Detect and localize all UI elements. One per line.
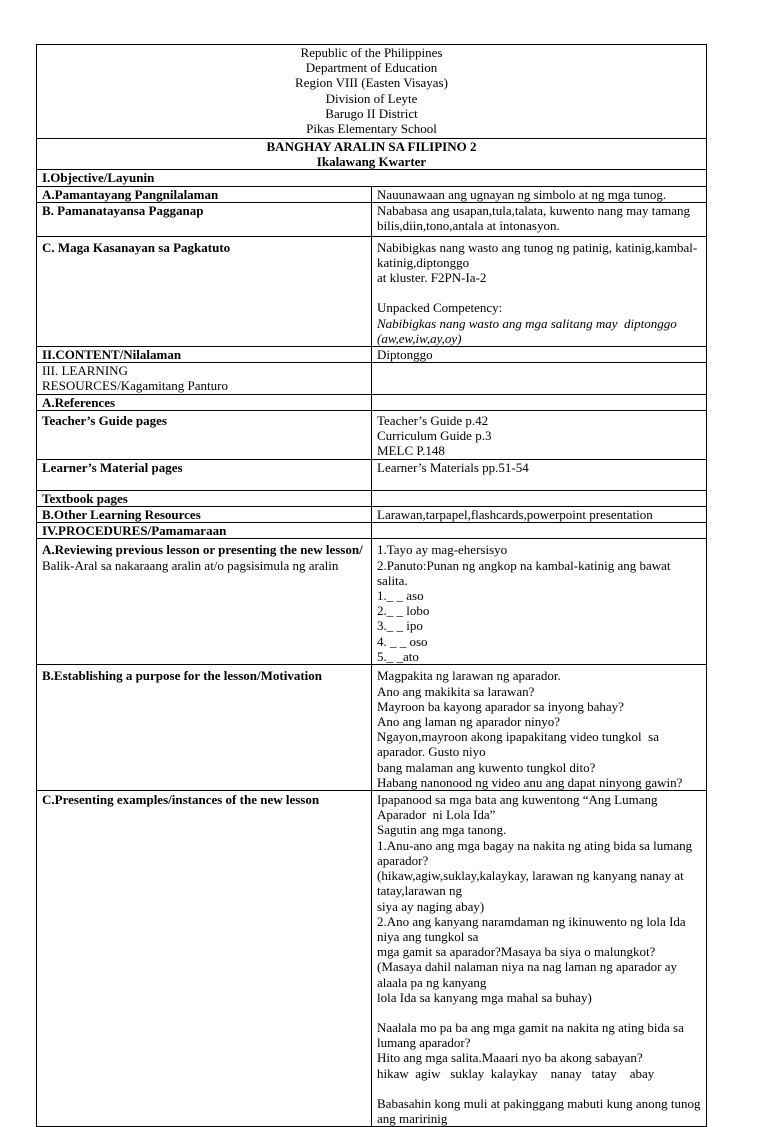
- content-standard-label: A.Pamantayang Pangnilalaman: [37, 186, 372, 202]
- reviewing-line-7: 5._ _ato: [377, 648, 419, 664]
- unpacked-label: Unpacked Competency:: [377, 300, 503, 316]
- competencies-label: C. Maga Kasanayan sa Pagkatuto: [37, 236, 372, 346]
- motivation-line-7: Habang nanonood ng video anu ang dapat ninyong gawin?: [377, 774, 683, 790]
- motivation-row: [37, 665, 707, 791]
- reviewing-value: [372, 539, 707, 665]
- reviewing-label: [37, 539, 372, 665]
- learners-material-value: Learner’s Materials pp.51-54: [372, 459, 707, 490]
- other-resources-row: [37, 507, 707, 523]
- learners-material-label: Learner’s Material pages: [37, 459, 372, 490]
- motivation-line-3: Mayroon ba kayong aparador sa inyong bahay?: [377, 698, 624, 714]
- learners-material-row: [37, 459, 707, 490]
- competencies-value: [372, 236, 707, 346]
- procedures-value: [372, 523, 707, 539]
- title-row: [37, 139, 707, 170]
- spacer: [377, 1005, 701, 1020]
- unpacked-value: Nabibigkas nang wasto ang mga salitang may diptonggo (aw,ew,iw,ay,oy): [377, 315, 680, 346]
- learning-resources-line-2: RESOURCES/Kagamitang Panturo: [42, 378, 228, 394]
- reviewing-line-2: 2.Panuto:Punan ng angkop na kambal-katinig ang bawat salita.: [377, 557, 674, 588]
- presenting-line-11: Naalala mo pa ba ang mga gamit na nakita ng ating bida sa lumang aparador?: [377, 1019, 688, 1051]
- textbook-label: Textbook pages: [37, 490, 372, 506]
- presenting-line-7: mga gamit sa aparador?Masaya ba siya o malungkot?: [377, 944, 656, 960]
- reviewing-line-6: 4. _ _ oso: [377, 633, 428, 649]
- presenting-line-1: Ipapanood sa mga bata ang kuwentong “Ang Lumang Aparador ni Lola Ida”: [377, 792, 661, 823]
- presenting-line-13: hikaw agiw suklay kalaykay nanay tatay abay: [377, 1065, 655, 1081]
- teachers-guide-row: [37, 410, 707, 459]
- lesson-title: [37, 139, 707, 170]
- content-label: II.CONTENT/Nilalaman: [37, 347, 372, 363]
- motivation-value: [372, 665, 707, 791]
- motivation-line-2: Ano ang makikita sa larawan?: [377, 683, 535, 699]
- references-label: A.References: [37, 394, 372, 410]
- competencies-row: [37, 236, 707, 346]
- presenting-line-8: (Masaya dahil nalaman niya na nag laman ng aparador ay alaala pa ng kanyang: [377, 959, 684, 990]
- reviewing-label-normal: Balik-Aral sa nakaraang aralin at/o pagsisimula ng aralin: [42, 557, 339, 573]
- performance-line-2: bilis,diin,tono,antala at intonasyon.: [377, 218, 560, 234]
- presenting-line-2: Sagutin ang mga tanong.: [377, 822, 507, 838]
- presenting-line-9: lola Ida sa kanyang mga mahal sa buhay): [377, 989, 592, 1005]
- textbook-row: [37, 490, 707, 506]
- teachers-guide-label: Teacher’s Guide pages: [37, 410, 372, 459]
- lesson-plan-page: [36, 44, 707, 1127]
- learning-resources-label: [37, 363, 372, 394]
- textbook-value: [372, 490, 707, 506]
- school-header: [37, 45, 707, 139]
- reviewing-label-bold: A.Reviewing previous lesson or presenting the new lesson/: [42, 542, 363, 558]
- other-resources-label: B.Other Learning Resources: [37, 507, 372, 523]
- reviewing-line-4: 2._ _ lobo: [377, 603, 430, 619]
- header-line-5: Barugo II District: [325, 105, 418, 121]
- content-standard-value: Nauunawaan ang ugnayan ng simbolo at ng mga tunog.: [372, 186, 707, 202]
- competency-line-2: at kluster. F2PN-Ia-2: [377, 270, 487, 286]
- procedures-label: IV.PROCEDURES/Pamamaraan: [37, 523, 372, 539]
- objective-heading: I.Objective/Layunin: [37, 170, 707, 186]
- header-line-6: Pikas Elementary School: [306, 121, 437, 137]
- spacer: [377, 1081, 701, 1096]
- presenting-label: C.Presenting examples/instances of the new lesson: [37, 791, 372, 1127]
- objective-row: [37, 170, 707, 186]
- header-line-2: Department of Education: [305, 60, 438, 76]
- reviewing-line-3: 1._ _ aso: [377, 588, 424, 604]
- performance-standard-value: [372, 202, 707, 236]
- content-row: [37, 347, 707, 363]
- motivation-line-1: Magpakita ng larawan ng aparador.: [377, 668, 561, 684]
- header-line-4: Division of Leyte: [325, 90, 418, 106]
- teachers-guide-line-1: Teacher’s Guide p.42: [377, 412, 489, 428]
- reviewing-row: [37, 539, 707, 665]
- header-row: [37, 45, 707, 139]
- presenting-line-4: (hikaw,agiw,suklay,kalaykay, larawan ng kanyang nanay at tatay,larawan ng: [377, 868, 687, 899]
- lesson-plan-table: [36, 44, 707, 1127]
- presenting-line-6: 2.Ano ang kanyang naramdaman ng ikinuwento ng lola Ida niya ang tungkol sa: [377, 913, 689, 944]
- presenting-value: [372, 791, 707, 1127]
- motivation-line-5: Ngayon,mayroon akong ipapakitang video tungkol sa aparador. Gusto niyo: [377, 729, 663, 760]
- motivation-line-6: bang malaman ang kuwento tungkol dito?: [377, 759, 596, 775]
- header-line-3: Region VIII (Easten Visayas): [295, 75, 448, 91]
- competency-line-1: Nabibigkas nang wasto ang tunog ng patinig, katinig,kambal-katinig,diptonggo: [377, 239, 698, 271]
- motivation-line-4: Ano ang laman ng aparador ninyo?: [377, 714, 561, 730]
- performance-standard-label: B. Pamanatayansa Pagganap: [37, 202, 372, 236]
- procedures-row: [37, 523, 707, 539]
- content-standard-row: [37, 186, 707, 202]
- header-line-1: Republic of the Philippines: [300, 45, 443, 60]
- content-value: Diptonggo: [372, 347, 707, 363]
- motivation-label: B.Establishing a purpose for the lesson/Motivation: [37, 665, 372, 791]
- title-text: BANGHAY ARALIN SA FILIPINO 2: [266, 139, 477, 154]
- references-value: [372, 394, 707, 410]
- presenting-line-15: Babasahin kong muli at pakinggang mabuti kung anong tunog ang maririnig: [377, 1095, 704, 1126]
- teachers-guide-line-3: MELC P.148: [377, 443, 445, 459]
- other-resources-value: Larawan,tarpapel,flashcards,powerpoint presentation: [372, 507, 707, 523]
- reviewing-line-1: 1.Tayo ay mag-ehersisyo: [377, 542, 508, 558]
- presenting-line-5: siya ay naging abay): [377, 898, 485, 914]
- performance-standard-row: [37, 202, 707, 236]
- spacer: [377, 285, 701, 300]
- teachers-guide-value: [372, 410, 707, 459]
- performance-line-1: Nababasa ang usapan,tula,talata, kuwento nang may tamang: [377, 202, 690, 218]
- learning-resources-row: [37, 363, 707, 394]
- learning-resources-line-1: III. LEARNING: [42, 363, 128, 379]
- references-row: [37, 394, 707, 410]
- reviewing-line-5: 3._ _ ipo: [377, 618, 423, 634]
- presenting-line-3: 1.Anu-ano ang mga bagay na nakita ng ating bida sa lumang aparador?: [377, 837, 696, 868]
- teachers-guide-line-2: Curriculum Guide p.3: [377, 428, 492, 444]
- learning-resources-value: [372, 363, 707, 394]
- presenting-line-12: Hito ang mga salita.Maaari nyo ba akong sabayan?: [377, 1050, 643, 1066]
- subtitle-text: Ikalawang Kwarter: [316, 154, 427, 170]
- presenting-row: [37, 791, 707, 1127]
